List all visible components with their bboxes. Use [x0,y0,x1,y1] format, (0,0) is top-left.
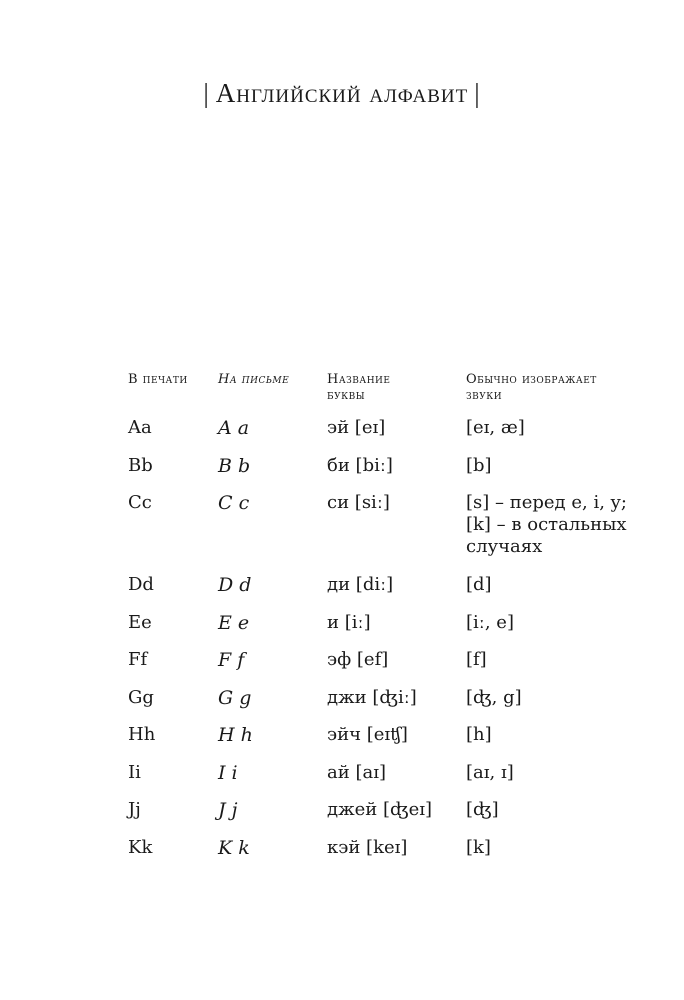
print-letter: Cc [128,492,152,513]
handwritten-letter: E e [218,611,250,634]
table-row [128,492,648,574]
handwritten-letter: I i [218,761,238,784]
letter-name: и [iː] [327,611,371,633]
handwritten-letter: J j [218,799,238,821]
letter-name: кэй [keɪ] [327,836,408,858]
print-letter: Gg [128,686,154,708]
print-letter: Hh [128,724,156,745]
table-row [128,649,648,687]
table-row [128,837,648,875]
table-row [128,799,648,837]
letter-name: эйч [eɪʧ] [327,724,408,745]
letter-name: джей [ʤeɪ] [327,799,433,820]
table-row [128,687,648,725]
table-row [128,574,648,612]
handwritten-letter: H h [218,724,253,746]
alphabet-table [128,372,648,874]
table-row [128,762,648,800]
print-letter: Jj [128,799,141,820]
title-text: Английский алфавит [215,78,469,108]
table-row [128,417,648,455]
handwritten-letter: G g [218,686,252,709]
letter-sounds: [h] [466,724,492,745]
header-name: Название буквы [327,372,391,403]
letter-sounds: [ʤ, g] [466,686,522,708]
table-row [128,455,648,493]
letter-name: си [siː] [327,492,390,513]
print-letter: Ee [128,611,152,633]
letter-name: ай [aɪ] [327,761,386,783]
title-bar-right: | [474,78,481,108]
letter-sounds: [ʤ] [466,799,499,820]
letter-sounds: [d] [466,574,492,595]
letter-sounds: [b] [466,454,492,476]
letter-name: джи [ʤiː] [327,686,417,708]
letter-name: эф [ef] [327,649,389,670]
table-header [128,372,648,410]
table-row [128,724,648,762]
print-letter: Ff [128,649,148,670]
letter-sounds: [f] [466,649,487,670]
print-letter: Kk [128,836,153,858]
handwritten-letter: B b [218,454,251,477]
letter-sounds: [eɪ, æ] [466,417,525,438]
table-row [128,612,648,650]
letter-name: ди [diː] [327,574,394,595]
letter-sounds: [s] – перед e, i, y; [k] – в остальных случаях [466,492,627,557]
header-handwriting: На письме [218,372,290,387]
letter-sounds: [k] [466,836,491,858]
letter-sounds: [aɪ, ɪ] [466,761,514,783]
print-letter: Ii [128,761,141,783]
handwritten-letter: F f [218,649,245,671]
header-sounds: Обычно изображает звуки [466,372,597,403]
header-print: В печати [128,372,188,387]
page-title [0,78,684,109]
handwritten-letter: K k [218,836,250,859]
print-letter: Aa [128,417,152,438]
print-letter: Dd [128,574,154,595]
letter-name: эй [eɪ] [327,417,386,438]
handwritten-letter: D d [218,574,252,596]
title-bar-left: | [203,78,210,108]
letter-name: би [biː] [327,454,393,476]
print-letter: Bb [128,454,153,476]
letter-sounds: [iː, e] [466,611,514,633]
handwritten-letter: C c [218,492,250,514]
handwritten-letter: A a [218,417,250,439]
